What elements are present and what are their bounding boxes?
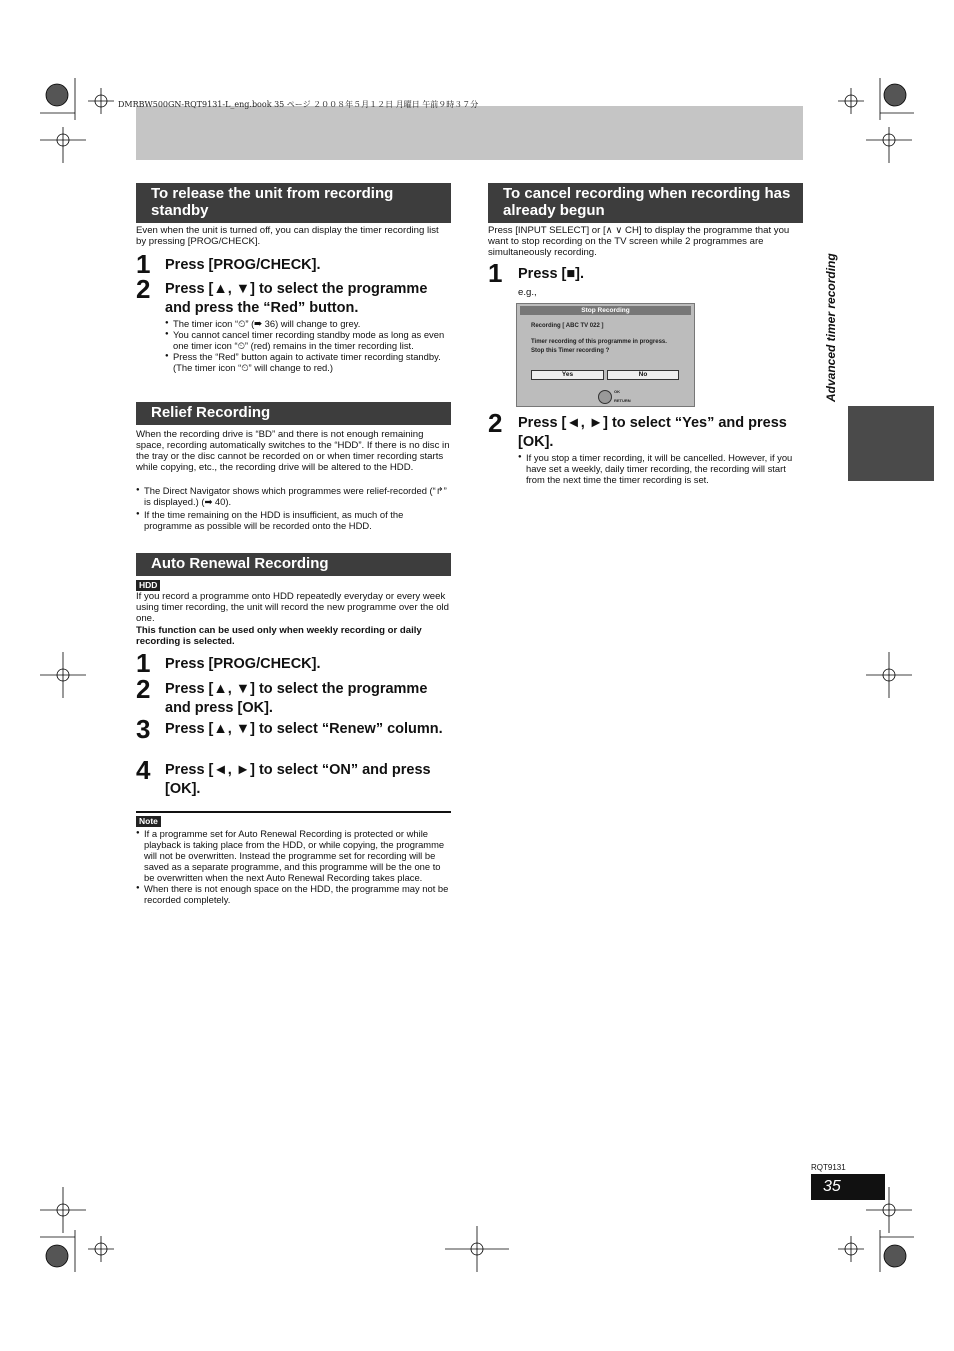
return-label: RETURN xyxy=(614,398,631,403)
section-heading-cancel: To cancel recording when recording has already begun xyxy=(488,183,803,223)
screen-recording-line: Recording [ ABC TV 022 ] xyxy=(531,323,604,329)
step-text: Press [◄, ►] to select “Yes” and press [OK]. xyxy=(518,415,787,450)
section-heading-renewal: Auto Renewal Recording xyxy=(136,553,451,576)
step-number: 2 xyxy=(136,274,151,304)
step-number: 1 xyxy=(136,249,151,279)
step-number: 1 xyxy=(136,648,151,678)
step-text: Press [◄, ►] to select “ON” and press [OK]. xyxy=(165,762,431,797)
yes-button[interactable]: Yes xyxy=(531,370,604,380)
side-tab xyxy=(848,406,934,481)
file-header: DMRBW500GN-RQT9131-L_eng.book 35 ページ ２００８年５月１２日 月曜日 午前９時３７分 xyxy=(118,100,479,109)
bullet-item: ● The timer icon “⏲” (➡ 36) will change to grey. xyxy=(165,318,452,329)
renewal-bold-note: This function can be used only when weekly recording or daily recording is selected. xyxy=(136,625,422,647)
release-intro: Even when the unit is turned off, you can display the timer recording list by pressing [PROG/CHECK]. xyxy=(136,225,439,247)
header-bar xyxy=(136,106,803,160)
step-text: Press [▲, ▼] to select the programme and press [OK]. xyxy=(165,681,428,716)
note-divider xyxy=(136,811,451,813)
step-number: 3 xyxy=(136,714,151,744)
no-button[interactable]: No xyxy=(607,370,679,380)
bullet-item: ● You cannot cancel timer recording standby mode as long as even one timer icon “⏲” (red) remains in the timer recording list. xyxy=(165,329,452,351)
renewal-body: If you record a programme onto HDD repeatedly everyday or every week using timer recording, the unit will record the new programme over the old one. xyxy=(136,591,450,624)
step-number: 2 xyxy=(488,408,503,438)
screen-message: Timer recording of this programme in progress. xyxy=(531,339,667,345)
bullet-item: ● If the time remaining on the HDD is insufficient, as much of the programme as possible will be recorded onto the HDD. xyxy=(136,509,451,531)
bullet-item: ● If a programme set for Auto Renewal Recording is protected or while playback is taking place from the HDD, or while copying, the programme will not be overwritten. Instead the programme set for recording will be saved as a separate programme, and this programme will be the one to be overwritten when the next Auto Renewal Recording takes place. xyxy=(136,828,451,883)
step-number: 4 xyxy=(136,755,151,785)
hdd-badge: HDD xyxy=(136,580,160,591)
relief-body: When the recording drive is “BD” and there is not enough remaining space, recording automatically switches to the “HDD”. If there is no disc in the tray or the disc cannot be recorded on or when timer recording starts while copying, etc., the recording drive will be altered to the HDD. xyxy=(136,429,450,473)
navigation-circle-icon xyxy=(598,390,612,404)
relief-bullets xyxy=(136,485,451,531)
step-text: Press [▲, ▼] to select “Renew” column. xyxy=(165,721,443,737)
step-number: 2 xyxy=(136,674,151,704)
section-heading-relief: Relief Recording xyxy=(136,402,451,425)
step-text: Press [PROG/CHECK]. xyxy=(165,257,321,273)
cancel-intro: Press [INPUT SELECT] or [∧ ∨ CH] to display the programme that you want to stop recording on the TV screen while 2 programmes are simultaneously recording. xyxy=(488,225,790,258)
note-bullets xyxy=(136,828,451,905)
bullet-item: ● Press the “Red” button again to activate timer recording standby. (The timer icon “⏲” will change to red.) xyxy=(165,351,452,373)
note-badge: Note xyxy=(136,816,161,827)
step-number: 1 xyxy=(488,258,503,288)
step-text: Press [■]. xyxy=(518,266,584,282)
screen-question: Stop this Timer recording ? xyxy=(531,348,610,354)
ok-label: OK xyxy=(614,389,620,394)
release-bullets xyxy=(165,318,452,373)
example-label: e.g., xyxy=(518,287,537,298)
screen-title: Stop Recording xyxy=(520,306,691,315)
bullet-item: ● The Direct Navigator shows which programmes were relief-recorded (“↱” is displayed.) (➡ 40). xyxy=(136,485,451,507)
step-text: Press [PROG/CHECK]. xyxy=(165,656,321,672)
document-code: RQT9131 xyxy=(811,1163,846,1172)
page-number: 35 xyxy=(811,1174,885,1200)
step-text: Press [▲, ▼] to select the programme and press the “Red” button. xyxy=(165,281,428,316)
cancel-bullets xyxy=(518,452,803,485)
side-tab-label: Advanced timer recording xyxy=(824,253,838,402)
bullet-item: ● When there is not enough space on the HDD, the programme may not be recorded completely. xyxy=(136,883,451,905)
stop-recording-screen xyxy=(516,303,695,407)
section-heading-release: To release the unit from recording standby xyxy=(136,183,451,223)
bullet-item: ● If you stop a timer recording, it will be cancelled. However, if you have set a weekly, daily timer recording, the recording will start from the next time the timer recording is set. xyxy=(518,452,803,485)
